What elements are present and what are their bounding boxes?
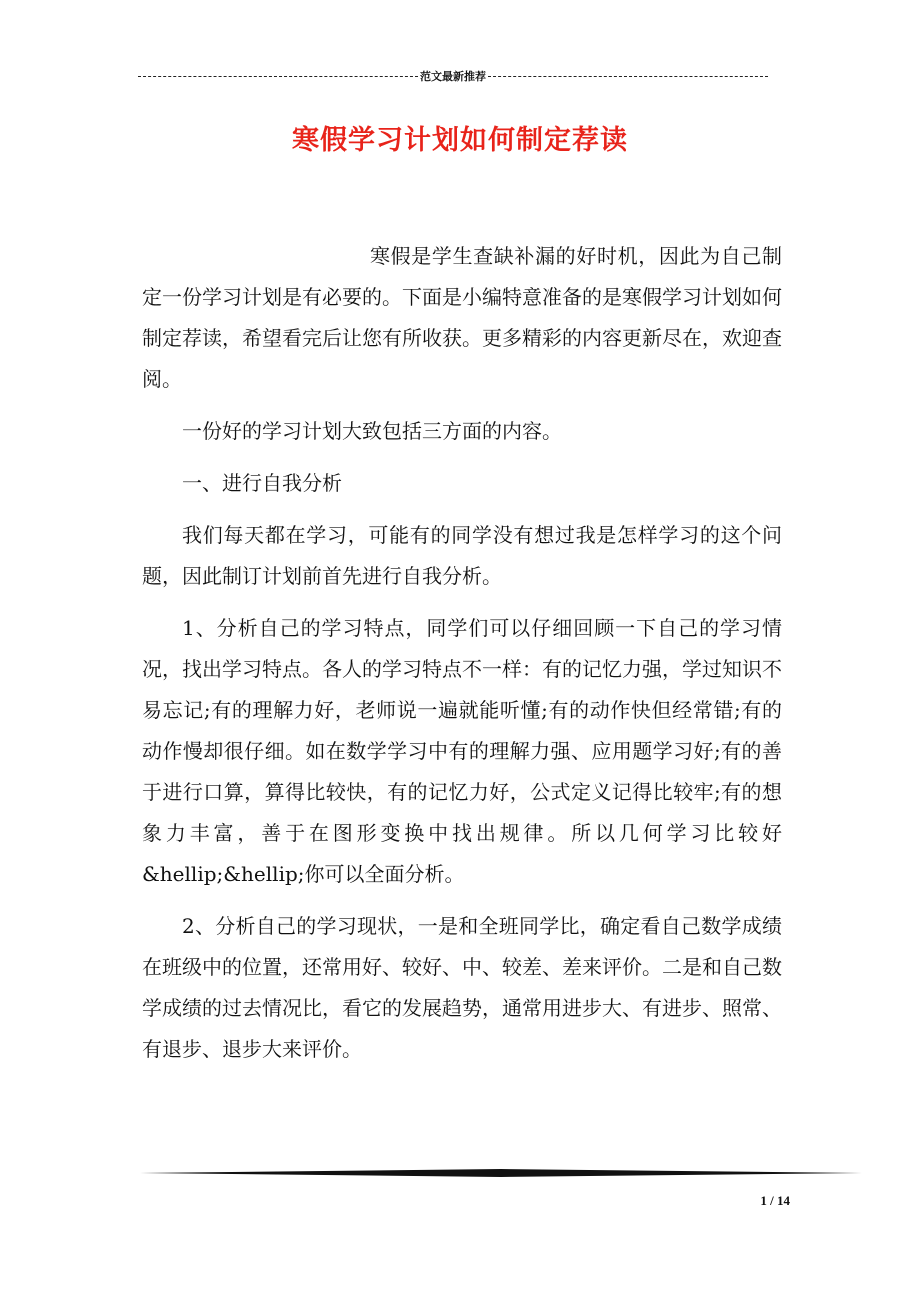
header-dashes-right bbox=[488, 76, 768, 77]
intro-paragraph: 寒假是学生查缺补漏的好时机，因此为自己制定一份学习计划是有必要的。下面是小编特意准备的是寒假学习计划如何制定荐读，希望看完后让您有所收获。更多精彩的内容更新尽在，欢迎查阅。 bbox=[142, 244, 782, 391]
page-number: 1 / 14 bbox=[760, 1193, 790, 1208]
paragraph: 2、分析自己的学习现状，一是和全班同学比，确定看自己数学成绩在班级中的位置，还常用好、较好、中、较差、差来评价。二是和自己数学成绩的过去情况比，看它的发展趋势，通常用进步大、有进步、照常、有退步、退步大来评价。 bbox=[142, 914, 782, 1061]
paragraph: 我们每天都在学习，可能有的同学没有想过我是怎样学习的这个问题，因此制订计划前首先进行自我分析。 bbox=[142, 523, 782, 588]
footer-rule bbox=[140, 1166, 862, 1180]
paragraph: 一份好的学习计划大致包括三方面的内容。 bbox=[182, 419, 562, 443]
document-title: 寒假学习计划如何制定荐读 bbox=[292, 125, 628, 156]
document-body bbox=[142, 236, 782, 1081]
paragraph: 1、分析自己的学习特点，同学们可以仔细回顾一下自己的学习情况，找出学习特点。各人的学习特点不一样：有的记忆力强，学过知识不易忘记;有的理解力好，老师说一遍就能听懂;有的动作快但经常错;有的动作慢却很仔细。如在数学学习中有的理解力强、应用题学习好;有的善于进行口算，算得比较快，有的记忆力好，公式定义记得比较牢;有的想象力丰富，善于在图形变换中找出规律。所以几何学习比较好&hellip;&hellip;你可以全面分析。 bbox=[142, 616, 782, 886]
page-header bbox=[138, 66, 768, 86]
header-dashes-left bbox=[138, 76, 418, 77]
header-label: 范文最新推荐 bbox=[420, 71, 486, 83]
section-heading: 一、进行自我分析 bbox=[182, 471, 342, 495]
